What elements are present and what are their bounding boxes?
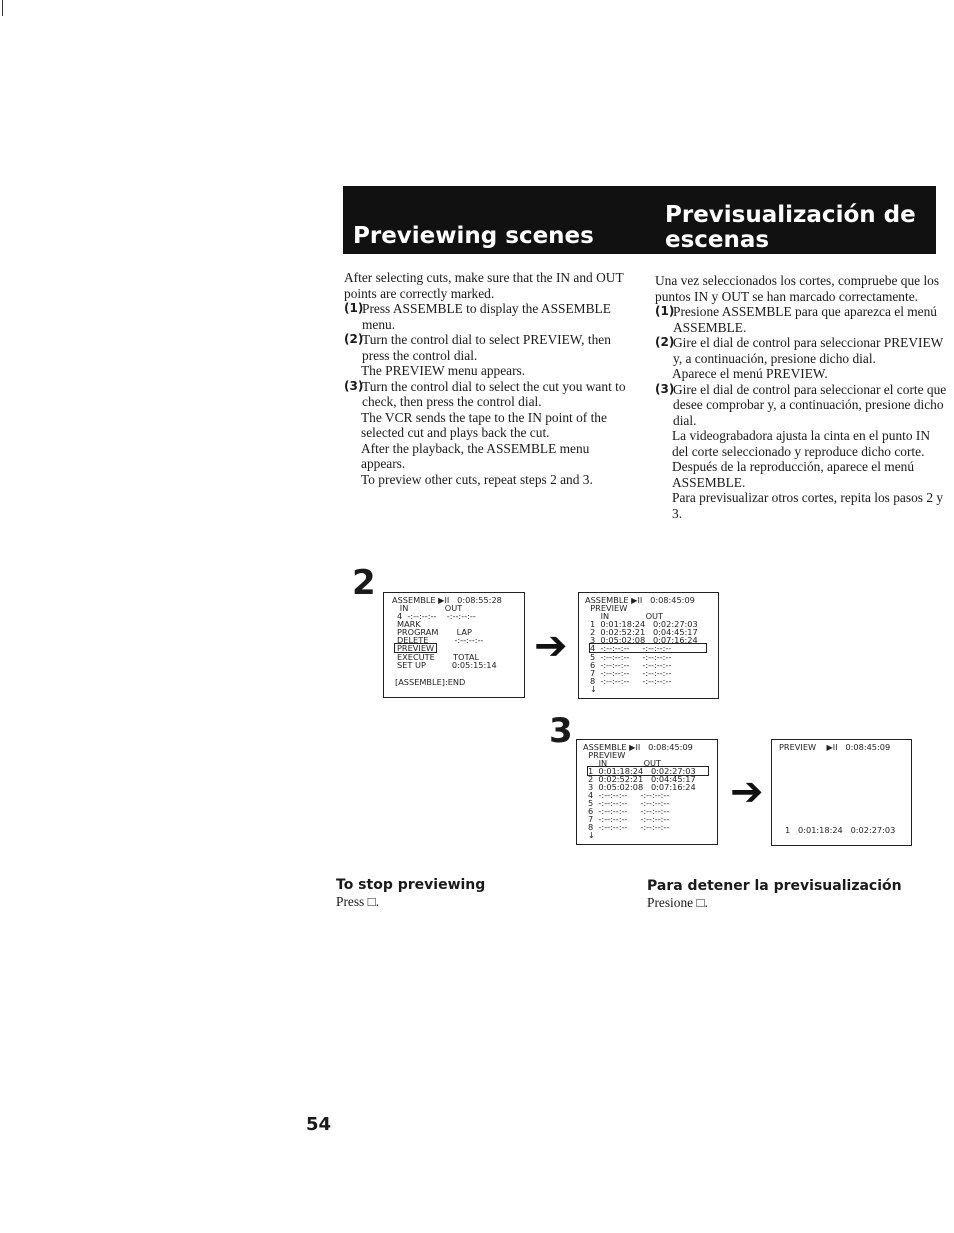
screen-row: 8 -:--:--:-- -:--:--:-- [588, 822, 670, 832]
step-note: To preview other cuts, repeat steps 2 and 3. [361, 471, 593, 487]
title-english: Previewing scenes [353, 223, 594, 249]
screen-row: 8 -:--:--:-- -:--:--:-- [590, 676, 672, 686]
screen-row: 5 -:--:--:-- -:--:--:-- [588, 798, 670, 808]
spanish-column [655, 273, 947, 521]
step-text: Turn the control dial to select PREVIEW, then press the control dial. [362, 332, 611, 363]
screen-row: EXECUTE TOTAL [397, 652, 480, 662]
selected-menu-item-preview: PREVIEW [397, 643, 435, 653]
preview-cut1-screen [576, 739, 718, 845]
screen-row: DELETE -:--:--:-- [397, 635, 484, 645]
step-text: Press ASSEMBLE to display the ASSEMBLE menu. [362, 301, 611, 332]
selected-cut-row: 4 -:--:--:-- -:--:--:-- [590, 644, 706, 652]
screen-row: 2 0:02:52:21 0:04:45:17 [588, 774, 696, 784]
stop-heading-spanish: Para detener la previsualización [647, 878, 902, 894]
screen-row: PREVIEW [583, 750, 626, 760]
english-step-1 [344, 301, 634, 332]
arrow-right-icon: ➔ [534, 623, 568, 669]
stop-body-english: Press □. [336, 894, 380, 909]
step-number: (2) [344, 332, 364, 346]
step-text: Turn the control dial to select the cut you want to check, then press the control dial. [362, 378, 626, 409]
stop-heading-english: To stop previewing [336, 877, 486, 893]
title-spanish: Previsualización de escenas [665, 202, 916, 253]
screen-row: IN OUT [585, 611, 664, 621]
step-note: Después de la reproducción, aparece el menú ASSEMBLE. [672, 459, 915, 490]
screen-row: IN OUT [583, 758, 662, 768]
step-note: La videograbadora ajusta la cinta en el punto IN del corte seleccionado y reproduce dicho corte. [672, 428, 931, 459]
screen-row: 4 -:--:--:-- -:--:--:-- [397, 611, 476, 621]
step-number: (3) [344, 378, 364, 393]
stop-body-spanish: Presione □. [647, 895, 708, 910]
step-number: (3) [655, 381, 675, 396]
screen-row: [ASSEMBLE]:END [395, 677, 466, 687]
step-note: Aparece el menú PREVIEW. [672, 366, 828, 381]
screen-row: 1 0:01:18:24 0:02:27:03 [590, 619, 698, 629]
preview-playback-screen [771, 739, 912, 846]
step-number: (2) [655, 335, 675, 349]
step-text: Gire el dial de control para seleccionar PREVIEW y, a continuación, presione dicho dial. [673, 335, 944, 366]
step-note: The PREVIEW menu appears. [361, 363, 526, 378]
screen-row: SET UP 0:05:15:14 [397, 660, 497, 670]
page-edge-mark [2, 0, 3, 16]
screen-row: 2 0:02:52:21 0:04:45:17 [590, 627, 698, 637]
screen-row: ASSEMBLE ▶II 0:08:55:28 [392, 595, 502, 605]
screen-row: 7 -:--:--:-- -:--:--:-- [590, 668, 672, 678]
spanish-step-2 [655, 335, 947, 366]
arrow-right-icon: ➔ [730, 769, 764, 815]
screen-row: 7 -:--:--:-- -:--:--:-- [588, 814, 670, 824]
english-step-3 [344, 379, 634, 410]
scroll-down-icon: ↓ [590, 684, 597, 694]
screen-row: 6 -:--:--:-- -:--:--:-- [590, 660, 672, 670]
screen-row: MARK [397, 619, 421, 629]
spanish-intro: Una vez seleccionados los cortes, compruebe que los puntos IN y OUT se han marcado correctamente. [655, 273, 940, 304]
screen-footer: 1 0:01:18:24 0:02:27:03 [785, 825, 896, 835]
screen-row: 3 0:05:02:08 0:07:16:24 [588, 782, 696, 792]
step-text: Gire el dial de control para seleccionar el corte que desee comprobar y, a continuación, presione dicho dial. [673, 381, 947, 428]
screen-row: 5 -:--:--:-- -:--:--:-- [590, 652, 672, 662]
screen-row: 3 0:05:02:08 0:07:16:24 [590, 635, 698, 645]
preview-menu-screen [578, 592, 719, 699]
spanish-step-1 [655, 304, 947, 335]
step-number: (1) [344, 301, 364, 315]
step-number: (1) [655, 304, 675, 318]
screen-row: ASSEMBLE ▶II 0:08:45:09 [585, 595, 695, 605]
step-note: The VCR sends the tape to the IN point of the selected cut and plays back the cut. [361, 409, 607, 440]
selected-cut-row: 1 0:01:18:24 0:02:27:03 [588, 767, 708, 775]
english-step-2 [344, 332, 634, 363]
screen-row: 6 -:--:--:-- -:--:--:-- [588, 806, 670, 816]
figure-step-2-label: 2 [352, 563, 376, 603]
figure-step-3-label: 3 [549, 711, 573, 751]
spanish-step-3 [655, 382, 947, 429]
step-text: Presione ASSEMBLE para que aparezca el menú ASSEMBLE. [673, 304, 938, 335]
screen-row: 4 -:--:--:-- -:--:--:-- [588, 790, 670, 800]
screen-row: ASSEMBLE ▶II 0:08:45:09 [583, 742, 693, 752]
english-column [344, 270, 634, 487]
scroll-down-icon: ↓ [588, 830, 595, 840]
screen-header: PREVIEW ▶II 0:08:45:09 [779, 742, 891, 752]
title-banner [343, 186, 936, 254]
screen-row: PREVIEW [585, 603, 628, 613]
step-note: Para previsualizar otros cortes, repita los pasos 2 y 3. [672, 490, 944, 521]
page-number: 54 [306, 1114, 332, 1135]
assemble-menu-screen [383, 592, 525, 698]
screen-row: PROGRAM LAP [397, 627, 472, 637]
english-intro: After selecting cuts, make sure that the IN and OUT points are correctly marked. [344, 270, 624, 301]
screen-row: IN OUT [392, 603, 463, 613]
step-note: After the playback, the ASSEMBLE menu appears. [361, 440, 590, 471]
